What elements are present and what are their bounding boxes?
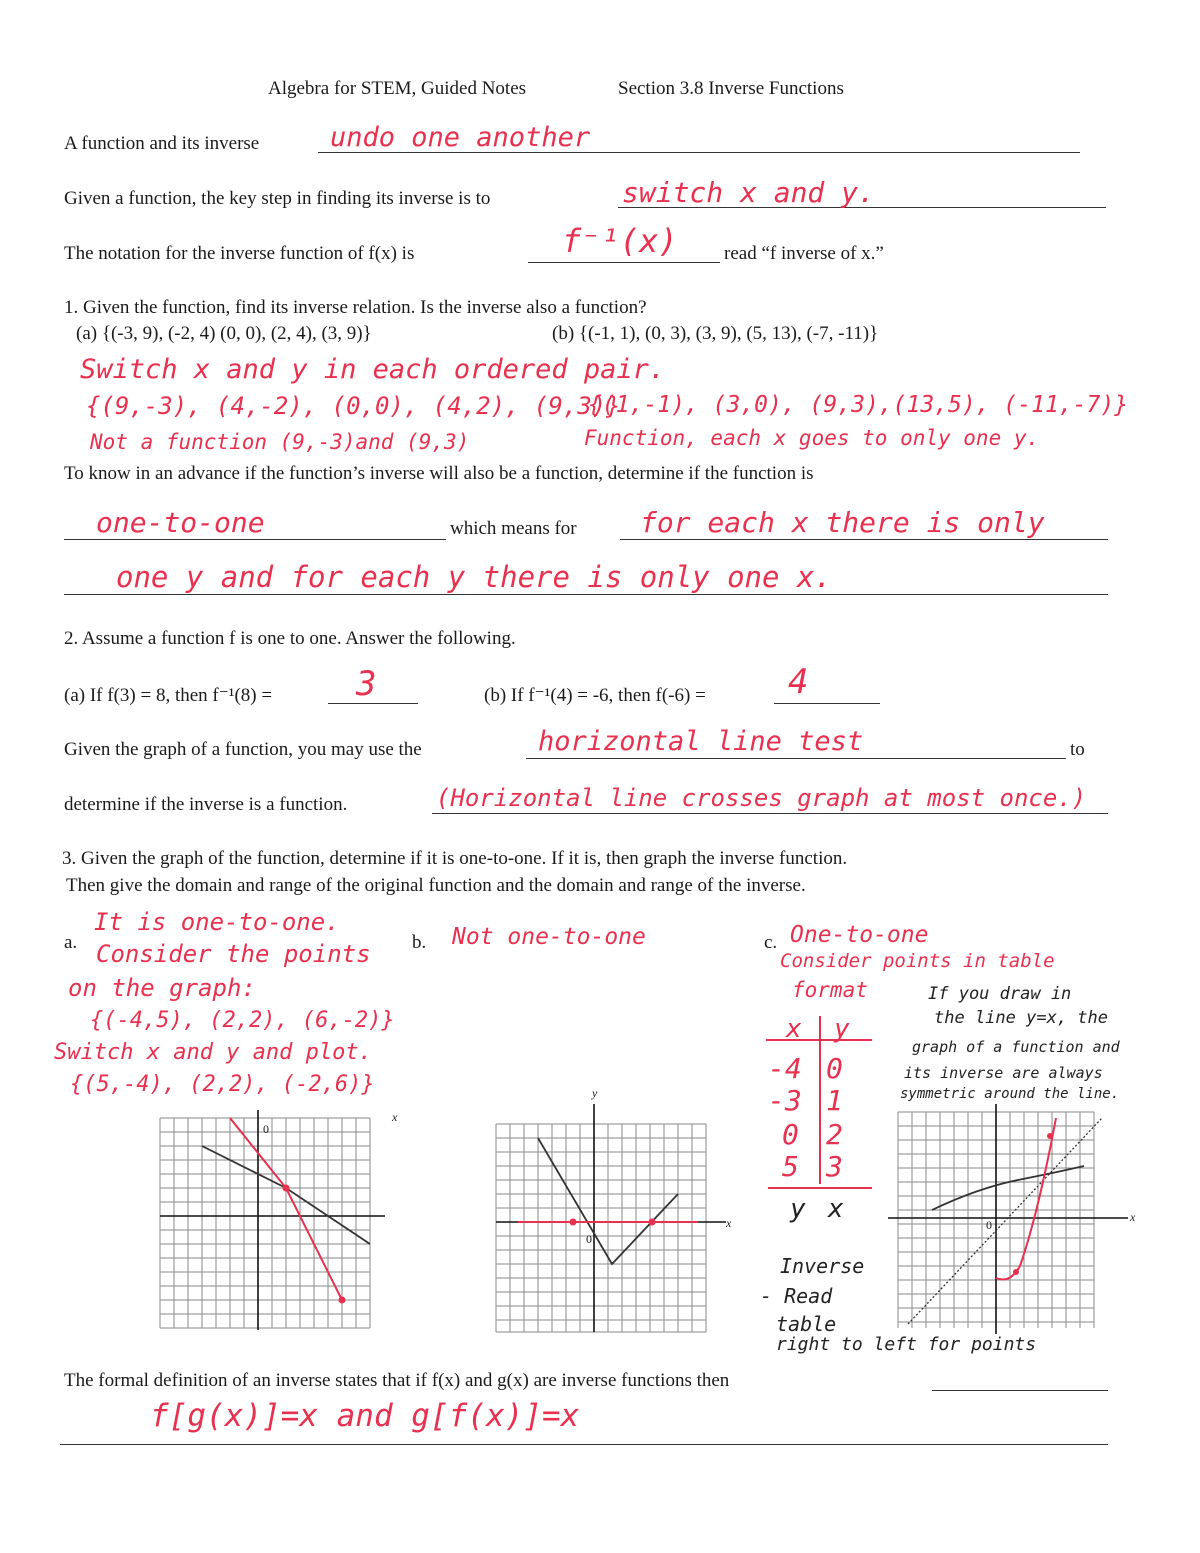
- answer-line: [64, 539, 446, 540]
- answer-line: [432, 813, 1108, 814]
- problem3-table-head-y: y: [834, 1014, 850, 1044]
- graph-a-origin: 0: [263, 1122, 269, 1136]
- problem3-table-cell: 2: [826, 1118, 843, 1151]
- one-to-one-answer-3: one y and for each y there is only one x.: [116, 560, 832, 594]
- answer-line: [528, 262, 720, 263]
- problem3-table-cell: -3: [768, 1084, 802, 1117]
- graph-b-origin: 0: [586, 1232, 592, 1246]
- problem3-hw-c-note: Inverse: [780, 1254, 865, 1278]
- problem3-table-head-x: x: [786, 1014, 802, 1044]
- problem1-hw-b-note: Function, each x goes to only one y.: [584, 426, 1040, 450]
- graph-b-y-label: y: [592, 1086, 598, 1100]
- problem3-prompt-2: Then give the domain and range of the original function and the domain and range of the inverse.: [66, 875, 806, 896]
- problem2-prompt: 2. Assume a function f is one to one. Answer the following.: [64, 628, 516, 649]
- graph-c-x-label: x: [1130, 1210, 1136, 1224]
- problem2-part-b: (b) If f⁻¹(4) = -6, then f(-6) =: [484, 685, 706, 706]
- answer-line: [526, 758, 1066, 759]
- hline-question-2: determine if the inverse is a function.: [64, 794, 348, 815]
- problem3-hw-c-line: format: [792, 978, 868, 1002]
- problem3-hw-a-line: on the graph:: [68, 974, 256, 1002]
- problem3-hw-c-note: right to left for points: [776, 1334, 1037, 1355]
- graph-c: [888, 1104, 1138, 1340]
- problem3-hw-c-side: symmetric around the line.: [900, 1086, 1120, 1102]
- problem3-table-cell: 0: [782, 1118, 799, 1151]
- formal-answer: f[g(x)]=x and g[f(x)]=x: [150, 1398, 580, 1434]
- problem2-answer-b: 4: [788, 662, 809, 702]
- problem3-label-b: b.: [412, 932, 427, 953]
- intro-question-1: A function and its inverse: [64, 133, 260, 154]
- problem3-hw-c-side: its inverse are always: [904, 1064, 1103, 1082]
- problem3-table-foot-x: x: [828, 1194, 844, 1224]
- answer-line: [60, 1444, 1108, 1445]
- graph-a-x-label: x: [392, 1110, 398, 1124]
- problem1-part-a: (a) {(-3, 9), (-2, 4) (0, 0), (2, 4), (3, 9)}: [76, 323, 372, 344]
- problem3-hw-a-line: It is one-to-one.: [94, 908, 340, 936]
- problem3-hw-c-side: If you draw in: [928, 984, 1072, 1004]
- one-to-one-prompt: To know in an advance if the function’s inverse will also be a function, determine if the function is: [64, 463, 814, 484]
- intro-answer-3: f⁻¹(x): [562, 222, 678, 260]
- one-to-one-answer-2: for each x there is only: [640, 506, 1045, 539]
- problem3-hw-c-note: table: [776, 1312, 837, 1336]
- problem3-label-c: c.: [764, 932, 778, 953]
- hline-to: to: [1070, 739, 1085, 760]
- problem3-hw-c-side: graph of a function and: [912, 1038, 1120, 1056]
- problem1-part-b: (b) {(-1, 1), (0, 3), (3, 9), (5, 13), (-7, -11)}: [552, 323, 879, 344]
- problem3-table-cell: 1: [826, 1084, 843, 1117]
- hline-answer: horizontal line test: [538, 726, 864, 757]
- one-to-one-means: which means for: [450, 518, 577, 539]
- answer-line: [932, 1390, 1108, 1391]
- problem1-hw-a-set: {(9,-3), (4,-2), (0,0), (4,2), (9,3)}: [86, 392, 621, 420]
- problem3-hw-c-side: the line y=x, the: [934, 1008, 1108, 1028]
- problem3-hw-a-line: {(-4,5), (2,2), (6,-2)}: [90, 1008, 395, 1033]
- problem3-hw-a-line: Switch x and y and plot.: [54, 1040, 372, 1065]
- problem3-label-a: a.: [64, 932, 78, 953]
- answer-line: [774, 703, 880, 704]
- problem1-hw-b-set: {(1,-1), (3,0), (9,3),(13,5), (-11,-7)}: [588, 392, 1129, 418]
- problem3-hw-a-line: Consider the points: [96, 940, 371, 968]
- problem3-prompt-1: 3. Given the graph of the function, determine if it is one-to-one. If it is, then graph the inverse function.: [62, 848, 848, 869]
- problem3-table-cell: 3: [826, 1150, 843, 1183]
- problem1-hw-switch: Switch x and y in each ordered pair.: [80, 354, 666, 385]
- problem3-hw-a-line: {(5,-4), (2,2), (-2,6)}: [70, 1072, 375, 1097]
- formal-prompt: The formal definition of an inverse states that if f(x) and g(x) are inverse functions then: [64, 1370, 730, 1391]
- problem1-hw-a-note: Not a function (9,-3)and (9,3): [90, 430, 470, 454]
- intro-answer-2: switch x and y.: [622, 176, 875, 209]
- problem3-hw-c-line: Consider points in table: [780, 950, 1055, 972]
- problem3-table-cell: -4: [768, 1052, 802, 1085]
- intro-answer-1: undo one another: [330, 122, 591, 153]
- intro-question-3-read: read “f inverse of x.”: [724, 243, 884, 264]
- problem3-hw-b: Not one-to-one: [452, 924, 646, 950]
- problem2-part-a: (a) If f(3) = 8, then f⁻¹(8) =: [64, 685, 273, 706]
- problem3-table-cell: 0: [826, 1052, 843, 1085]
- hline-answer-2: (Horizontal line crosses graph at most once.): [436, 784, 1087, 812]
- intro-question-2: Given a function, the key step in finding its inverse is to: [64, 188, 491, 209]
- course-title: Algebra for STEM, Guided Notes: [268, 78, 527, 99]
- problem3-table-cell: 5: [782, 1150, 799, 1183]
- section-title: Section 3.8 Inverse Functions: [618, 78, 844, 99]
- problem2-answer-a: 3: [356, 664, 377, 704]
- hline-question: Given the graph of a function, you may use the: [64, 739, 422, 760]
- graph-b-x-label: x: [726, 1216, 732, 1230]
- problem3-hw-c-line: One-to-one: [790, 922, 929, 948]
- problem1-prompt: 1. Given the function, find its inverse relation. Is the inverse also a function?: [64, 297, 647, 318]
- intro-question-3: The notation for the inverse function of f(x) is: [64, 243, 415, 264]
- graph-c-origin: 0: [986, 1218, 992, 1232]
- answer-line: [64, 594, 1108, 595]
- problem3-hw-c-note: - Read: [760, 1284, 833, 1308]
- answer-line: [620, 539, 1108, 540]
- one-to-one-answer: one-to-one: [96, 506, 265, 539]
- problem3-table-foot-y: y: [790, 1194, 806, 1224]
- graph-b: [488, 1104, 738, 1334]
- graph-a: [150, 1108, 400, 1338]
